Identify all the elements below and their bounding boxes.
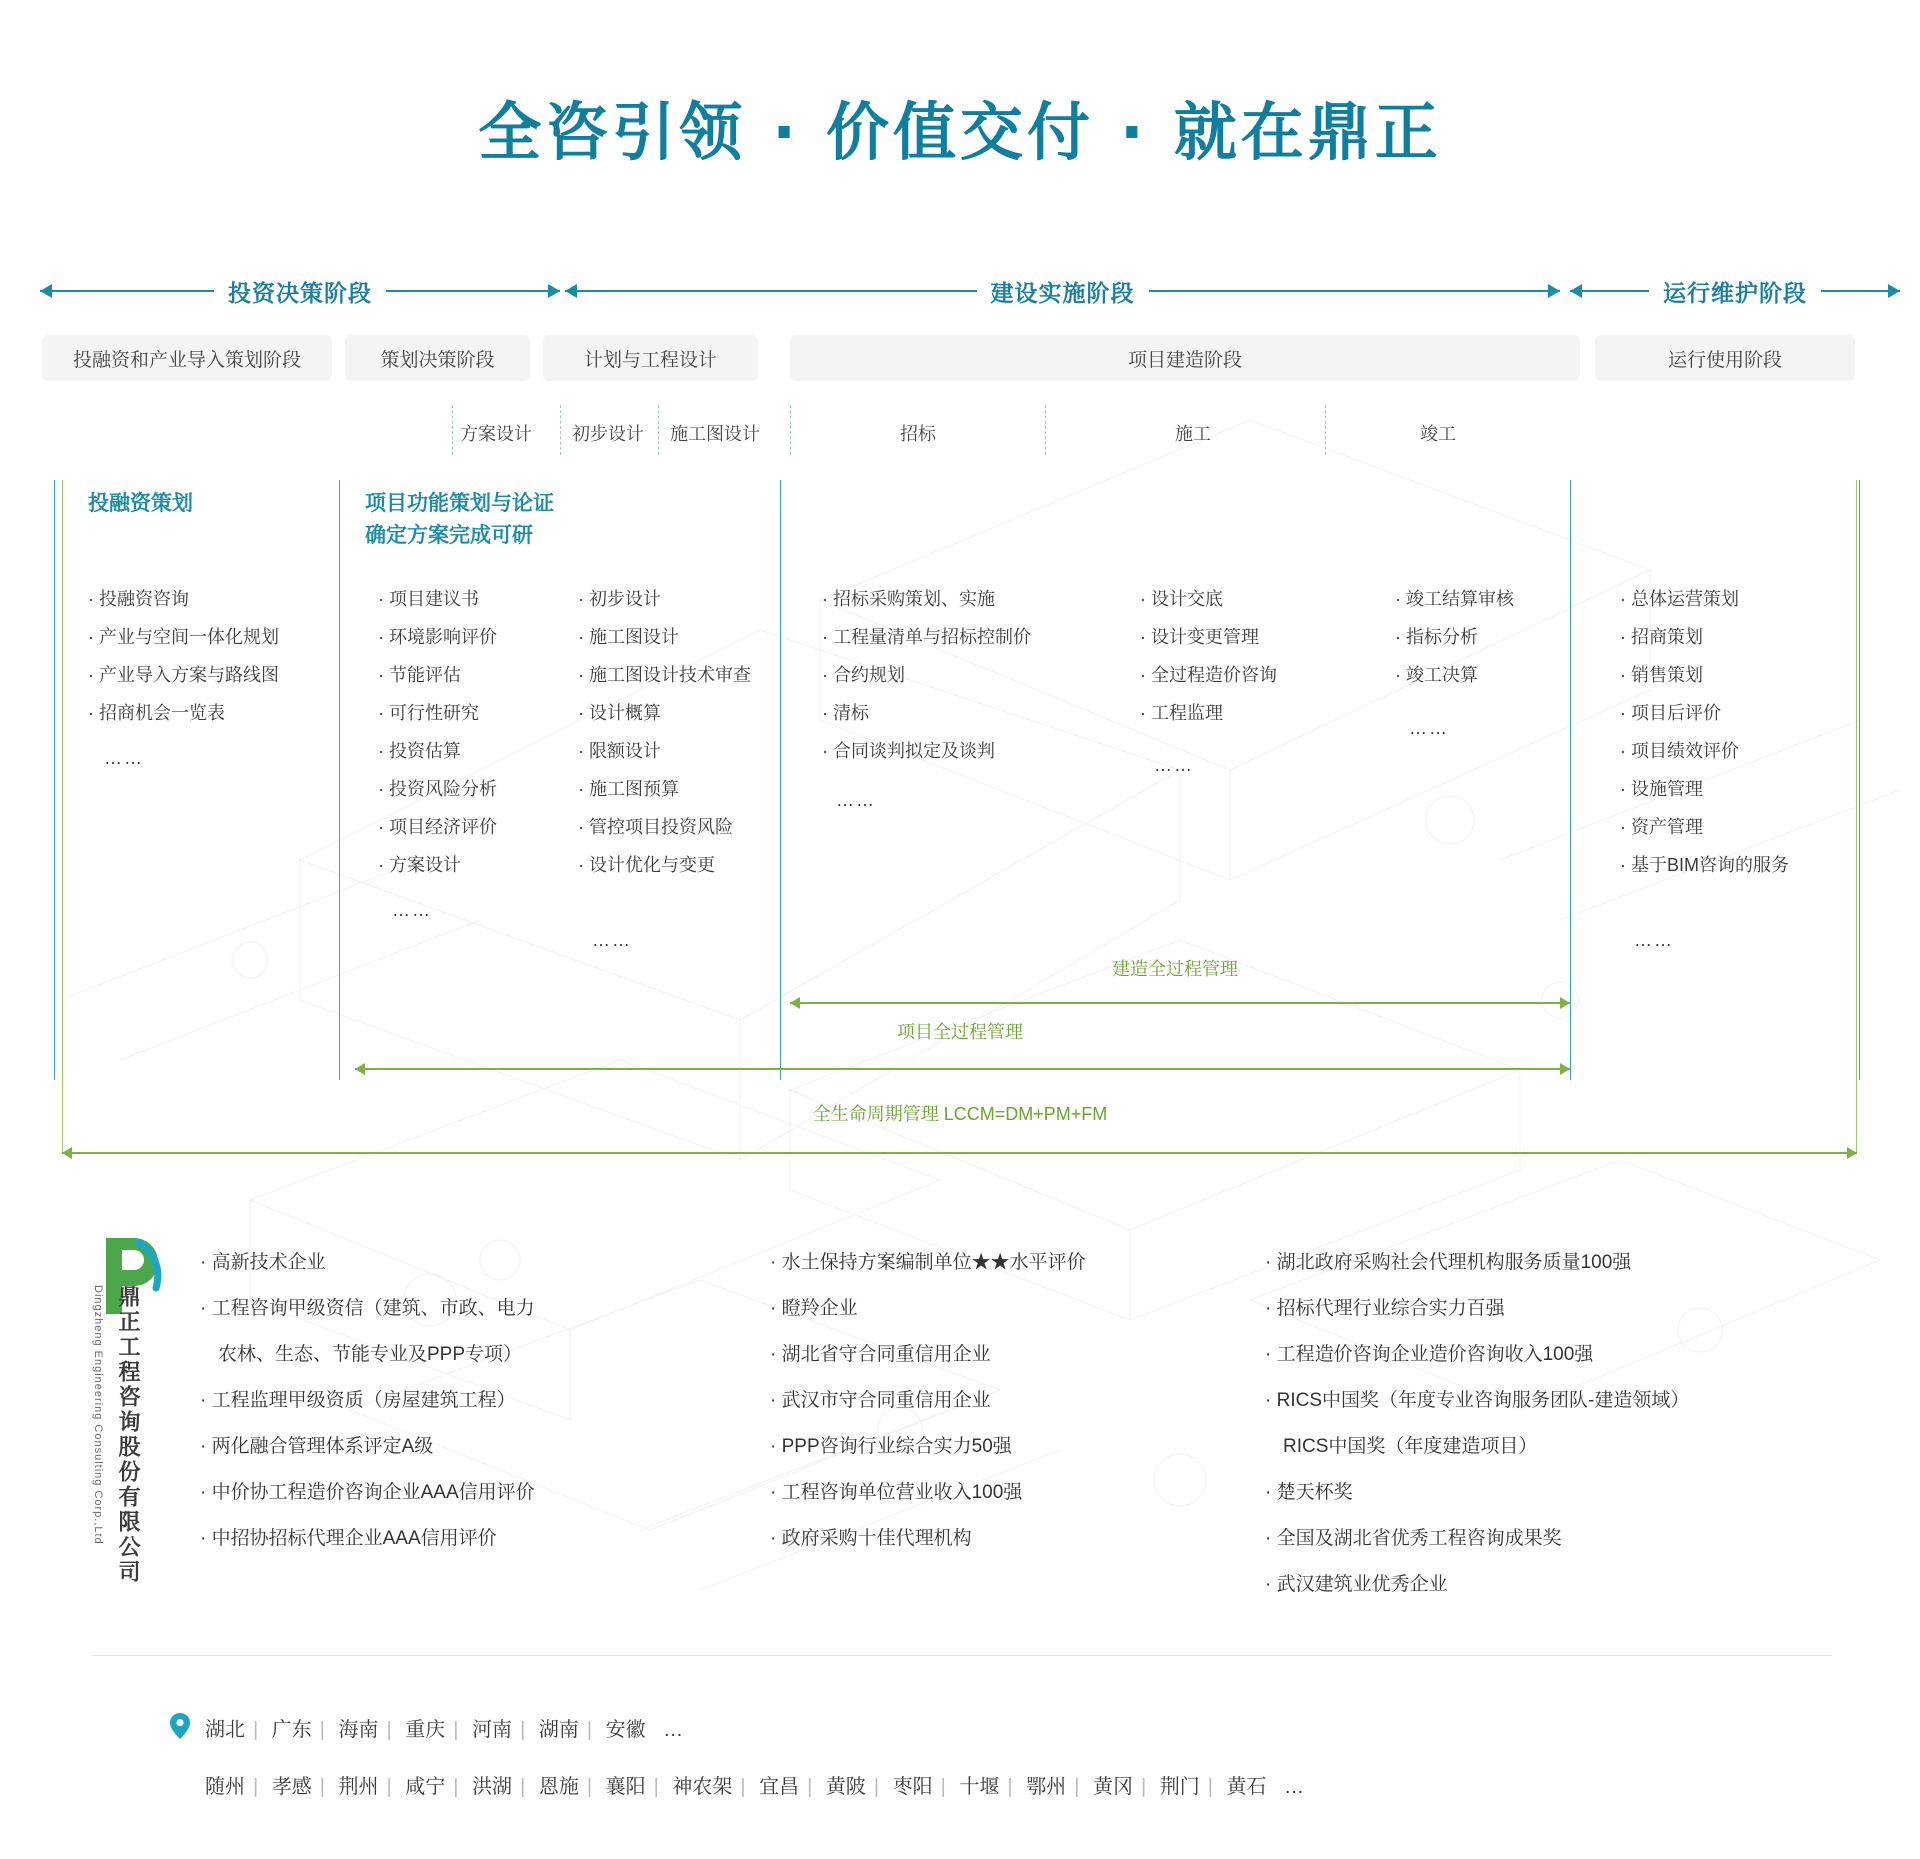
credential-item: · 中招协招标代理企业AAA信用评价 [200, 1516, 535, 1562]
ellipsis-project-planning: …… [392, 900, 432, 920]
separator: | [1007, 1776, 1013, 1798]
credential-item: · 两化融合管理体系评定A级 [200, 1424, 535, 1470]
bullets-project-planning [378, 580, 497, 884]
bullets-completion [1395, 580, 1514, 694]
separator: | [520, 1776, 526, 1798]
city-item: 襄阳 [605, 1776, 646, 1798]
city-item: 黄石 [1226, 1776, 1267, 1798]
bullet-item: · 合约规划 [822, 656, 1031, 694]
separator: | [873, 1776, 880, 1798]
city-item: 荆门 [1159, 1776, 1200, 1798]
bullet-item: · 总体运营策划 [1620, 580, 1789, 618]
city-more: … [1284, 1776, 1305, 1798]
separator: | [253, 1719, 259, 1741]
bullet-item: · 产业导入方案与路线图 [88, 656, 279, 694]
lifecycle-right-tick [1856, 480, 1857, 1152]
credential-item-continued: 农林、生态、节能专业及PPP专项） [218, 1344, 523, 1365]
bullet-item: · 销售策划 [1620, 656, 1789, 694]
separator: | [453, 1719, 459, 1741]
ellipsis-design: …… [592, 930, 632, 950]
separator: | [586, 1719, 593, 1741]
credential-item: · 工程咨询甲级资信（建筑、市政、电力 [200, 1286, 535, 1332]
city-item: 十堰 [959, 1776, 1000, 1798]
bullet-item: · 项目绩效评价 [1620, 732, 1789, 770]
bullet-item: · 招商机会一览表 [88, 694, 279, 732]
sub-stage-completion: 竣工 [1420, 424, 1456, 444]
city-item: 洪湖 [472, 1776, 513, 1798]
credential-item: · 水土保持方案编制单位★★水平评价 [770, 1240, 1086, 1286]
city-item: 咸宁 [405, 1776, 446, 1798]
ellipsis-construction: …… [1154, 755, 1194, 775]
span-label-lifecycle-management: 全生命周期管理 LCCM=DM+PM+FM [812, 1104, 1108, 1124]
credential-item: · 政府采购十佳代理机构 [770, 1516, 1086, 1562]
ellipsis-bidding: …… [836, 790, 876, 810]
dash-divider [452, 405, 453, 455]
arrow-line-left [565, 290, 977, 292]
stage-box-operation[interactable]: 运行使用阶段 [1595, 335, 1855, 381]
logo-company-name-cn: 鼎正工程咨询股份有限公司 [115, 1285, 140, 1585]
bullet-item: · 基于BIM咨询的服务 [1620, 846, 1789, 884]
credential-item: · RICS中国奖（年度专业咨询服务团队-建造领域） [1265, 1378, 1689, 1424]
arrow-line-right [1149, 290, 1561, 292]
arrow-line-right [1821, 290, 1900, 292]
city-item: 鄂州 [1026, 1776, 1067, 1798]
arrow-line-left [40, 290, 214, 292]
bullet-item: · 节能评估 [378, 656, 497, 694]
heading-line-1: 项目功能策划与论证 [365, 492, 554, 515]
span-arrow-lifecycle-management [62, 1152, 1857, 1154]
bullet-item: · 设施管理 [1620, 770, 1789, 808]
sub-stage-scheme-design: 方案设计 [460, 424, 532, 444]
dash-divider [560, 405, 561, 455]
span-arrow-project-management [355, 1068, 1570, 1070]
bullets-financing [88, 580, 279, 732]
bullet-item: · 方案设计 [378, 846, 497, 884]
bullet-item: · 竣工结算审核 [1395, 580, 1514, 618]
heading-line-2: 确定方案完成可研 [365, 524, 533, 547]
separator: | [319, 1719, 325, 1741]
province-more: … [663, 1719, 684, 1741]
city-item: 宜昌 [759, 1776, 800, 1798]
sub-stage-construction-drawing: 施工图设计 [670, 424, 760, 444]
bullet-item: · 初步设计 [578, 580, 751, 618]
ellipsis-financing: …… [104, 748, 144, 768]
separator: | [386, 1719, 392, 1741]
city-item: 黄冈 [1092, 1776, 1133, 1798]
city-item: 恩施 [538, 1776, 579, 1798]
bullets-construction [1140, 580, 1277, 732]
credential-item: · 招标代理行业综合实力百强 [1265, 1286, 1689, 1332]
bullet-item: · 项目经济评价 [378, 808, 497, 846]
arrow-line-left [1570, 290, 1649, 292]
separator: | [253, 1776, 259, 1798]
bullets-bidding [822, 580, 1031, 770]
province-item: 河南 [472, 1719, 513, 1741]
lifecycle-left-tick [62, 480, 63, 1152]
credential-item: · 全国及湖北省优秀工程咨询成果奖 [1265, 1516, 1689, 1562]
phase-label: 投资决策阶段 [228, 280, 372, 307]
column-heading-project-function [365, 488, 554, 552]
province-item: 安徽 [605, 1719, 646, 1741]
bullet-item: · 可行性研究 [378, 694, 497, 732]
credential-item: · 武汉市守合同重信用企业 [770, 1378, 1086, 1424]
sub-stage-preliminary-design: 初步设计 [572, 424, 644, 444]
bullet-item: · 合同谈判拟定及谈判 [822, 732, 1031, 770]
bullet-item: · 工程量清单与招标控制价 [822, 618, 1031, 656]
credential-item: · 高新技术企业 [200, 1240, 535, 1286]
stage-box-build[interactable]: 项目建造阶段 [790, 335, 1580, 381]
bullet-item: · 竣工决算 [1395, 656, 1514, 694]
dash-divider [1045, 405, 1046, 455]
separator: | [653, 1776, 659, 1798]
span-arrow-construction-management [790, 1002, 1570, 1004]
bullet-item: · 设计概算 [578, 694, 751, 732]
bullet-item: · 投资风险分析 [378, 770, 497, 808]
phase-arrow-investment [40, 274, 560, 308]
credential-item: · 工程监理甲级资质（房屋建筑工程） [200, 1378, 535, 1424]
bullet-item: · 指标分析 [1395, 618, 1514, 656]
province-item: 湖北 [205, 1719, 245, 1741]
phase-arrow-construction [565, 274, 1560, 308]
bullet-item: · 全过程造价咨询 [1140, 656, 1277, 694]
bullet-item: · 环境影响评价 [378, 618, 497, 656]
footer-provinces [205, 1713, 683, 1742]
arrow-line-right [386, 290, 560, 292]
bullet-item: · 招标采购策划、实施 [822, 580, 1031, 618]
credentials-column-3 [1265, 1240, 1689, 1608]
bullet-item: · 设计交底 [1140, 580, 1277, 618]
dash-divider [658, 405, 659, 455]
bullet-item: · 设计变更管理 [1140, 618, 1277, 656]
separator: | [940, 1776, 946, 1798]
bullet-item: · 设计优化与变更 [578, 846, 751, 884]
bullet-item: · 项目建议书 [378, 580, 497, 618]
province-item: 重庆 [405, 1719, 446, 1741]
sub-stage-construction: 施工 [1175, 424, 1211, 444]
credential-item: · 湖北政府采购社会代理机构服务质量100强 [1265, 1240, 1689, 1286]
sub-stage-bidding: 招标 [900, 424, 936, 444]
column-divider-3 [780, 480, 1570, 1080]
dash-divider [1325, 405, 1326, 455]
separator: | [1207, 1776, 1213, 1798]
bullet-item: · 施工图设计技术审查 [578, 656, 751, 694]
phase-label: 建设实施阶段 [990, 280, 1135, 307]
province-item: 广东 [271, 1719, 312, 1741]
phase-arrow-operation [1570, 274, 1900, 308]
city-item: 黄陂 [825, 1776, 866, 1798]
span-label-construction-management: 建造全过程管理 [1112, 959, 1238, 979]
credential-item: · PPP咨询行业综合实力50强 [770, 1424, 1086, 1470]
page-title: 全咨引领 · 价值交付 · 就在鼎正 [478, 96, 1442, 169]
ellipsis-operation: …… [1634, 930, 1674, 950]
ellipsis-completion: …… [1409, 718, 1449, 738]
bullet-item: · 招商策划 [1620, 618, 1789, 656]
bullet-item: · 产业与空间一体化规划 [88, 618, 279, 656]
bullet-item: · 清标 [822, 694, 1031, 732]
location-pin-icon [170, 1713, 190, 1739]
credentials-column-1 [200, 1240, 535, 1562]
bullets-operation [1620, 580, 1789, 884]
city-item: 神农架 [672, 1776, 733, 1798]
credential-item: · 楚天杯奖 [1265, 1470, 1689, 1516]
credential-item: · 工程咨询单位营业收入100强 [770, 1470, 1086, 1516]
separator: | [386, 1776, 392, 1798]
separator: | [520, 1719, 526, 1741]
footer-divider [92, 1655, 1832, 1656]
credentials-column-2 [770, 1240, 1086, 1562]
credential-item-continued: RICS中国奖（年度建造项目） [1283, 1436, 1538, 1457]
stage-box-planning[interactable]: 策划决策阶段 [345, 335, 530, 381]
bullet-item: · 限额设计 [578, 732, 751, 770]
bullet-item: · 施工图设计 [578, 618, 751, 656]
stage-box-financing[interactable]: 投融资和产业导入策划阶段 [42, 335, 332, 381]
credential-item: · 瞪羚企业 [770, 1286, 1086, 1332]
separator: | [586, 1776, 593, 1798]
phase-label: 运行维护阶段 [1663, 280, 1807, 307]
separator: | [1140, 1776, 1147, 1798]
city-item: 枣阳 [892, 1776, 933, 1798]
bullet-item: · 投资估算 [378, 732, 497, 770]
bullet-item: · 项目后评价 [1620, 694, 1789, 732]
province-item: 海南 [338, 1719, 379, 1741]
bullet-item: · 资产管理 [1620, 808, 1789, 846]
separator: | [453, 1776, 459, 1798]
stage-box-design[interactable]: 计划与工程设计 [543, 335, 758, 381]
column-heading-financing: 投融资策划 [88, 492, 193, 515]
bullet-item: · 管控项目投资风险 [578, 808, 751, 846]
bullet-item: · 工程监理 [1140, 694, 1277, 732]
separator: | [740, 1776, 746, 1798]
city-item: 随州 [205, 1776, 245, 1798]
city-item: 孝感 [271, 1776, 312, 1798]
credential-item: · 湖北省守合同重信用企业 [770, 1332, 1086, 1378]
separator: | [807, 1776, 813, 1798]
footer-cities [205, 1770, 1304, 1799]
column-divider-1 [54, 480, 339, 1080]
logo-company-name-en: Dingzheng Engineering Consulting Corp.,Ltd [92, 1285, 104, 1545]
separator: | [1074, 1776, 1080, 1798]
credential-item: · 中价协工程造价咨询企业AAA信用评价 [200, 1470, 535, 1516]
province-item: 湖南 [538, 1719, 579, 1741]
bullet-item: · 施工图预算 [578, 770, 751, 808]
bullet-item: · 投融资咨询 [88, 580, 279, 618]
credential-item: · 工程造价咨询企业造价咨询收入100强 [1265, 1332, 1689, 1378]
span-label-project-management: 项目全过程管理 [897, 1022, 1023, 1042]
dash-divider [790, 405, 791, 455]
credential-item: · 武汉建筑业优秀企业 [1265, 1562, 1689, 1608]
city-item: 荆州 [338, 1776, 379, 1798]
separator: | [319, 1776, 325, 1798]
bullets-design [578, 580, 751, 884]
